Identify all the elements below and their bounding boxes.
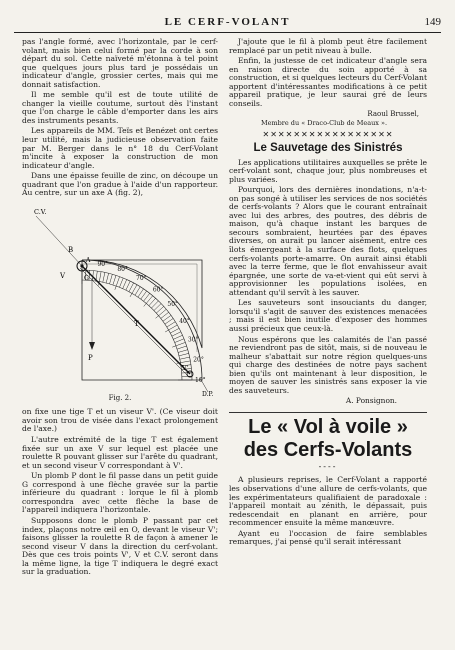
paragraph: Il me semble qu'il est de toute utilité de changer la vieille coutume, surtout dès l'instant que l'on charge le câble d'emporter dans les airs des instruments pesants. (22, 90, 218, 125)
article-title-line-2: des Cerfs-Volants (243, 438, 413, 461)
paragraph: Dans une épaisse feuille de zinc, on découpe un quadrant que l'on gradue à l'aide d'un rapporteur. Au centre, sur un axe A (fig. 2), (22, 171, 218, 198)
label-t: T (134, 319, 139, 328)
signature-block (229, 110, 427, 127)
running-header (14, 14, 441, 33)
graduation-tick (172, 342, 185, 347)
angle-indicator-drawing (22, 202, 218, 398)
graduation-tick (129, 283, 134, 292)
paragraph: J'ajoute que le fil à plomb peut être facilement remplacé par un petit niveau à bulle. (229, 37, 427, 55)
paragraph: Ayant eu l'occasion de faire semblables remarques, j'ai pensé qu'il serait intéressant (229, 528, 427, 547)
page-number: 149 (424, 16, 441, 28)
paragraph: A plusieurs reprises, le Cerf-Volant a rapporté les observations d'une allure de cerfs-volants, que les expérimentateurs qualifiaient de paradoxale : l'appareil montait au zénith, le dépassait, puis redescendait en planant en arrière, pour recommencer ensuite la même manœuvre. (229, 475, 427, 528)
graduation-tick (175, 339, 184, 343)
label-g: G (84, 274, 89, 282)
paragraph: L'autre extrémité de la tige T est également fixée sur un axe V sur lequel est placée une roulette R pouvant glisser sur l'arête du quadrant, et un second viseur V correspondant à V'. (22, 435, 218, 470)
graduation-tick (89, 270, 90, 280)
graduation-tick (163, 315, 171, 321)
graduation-tick (165, 325, 177, 332)
label-p: P (88, 353, 93, 362)
signature-affiliation: Membre du « Draco-Club de Meaux ». (260, 118, 388, 127)
graduation-tick (130, 285, 137, 297)
graduation-tick (178, 350, 188, 353)
graduation-label: 40° (179, 317, 190, 325)
paragraph: pas l'angle formé, avec l'horizontale, par le cerf-volant, mais bien celui formé par la corde à son départ du sol. Cette naïveté m'étonna à tel point que quelques jours plus tard je possédais un indicateur d'angle, grossier certes, mais qui me donnait satisfaction. (22, 37, 218, 89)
article-title-line-1: Le « Vol à voile » (248, 415, 408, 438)
graduation-tick (106, 273, 108, 283)
graduation-tick (135, 287, 140, 295)
paragraph: Les sauveteurs sont insouciants du danger, lorsqu'il s'agit de sauver des existences menacées ; mais il est bien inutile d'exposer des hommes aussi précieux que ceux-là. (229, 298, 427, 333)
left-column (22, 38, 218, 579)
graduation-tick (123, 279, 127, 288)
graduation-tick (141, 291, 147, 299)
graduation-label: 10° (195, 376, 206, 384)
graduation-tick (126, 281, 130, 290)
divider-rule (229, 412, 427, 413)
figure-caption: Fig. 2. (108, 393, 132, 402)
graduation-tick (92, 270, 93, 280)
graduation-label: 20° (193, 356, 204, 364)
graduation-label: 30° (187, 336, 199, 344)
article-author: A. Ponsignon. (345, 396, 397, 406)
right-column (229, 38, 427, 549)
paragraph: on fixe une tige T et un viseur V'. (Ce viseur doit avoir son trou de visée dans l'exact prolongement de l'axe.) (22, 407, 218, 434)
graduation-tick (172, 332, 181, 336)
graduation-tick (165, 318, 173, 324)
graduation-tick (180, 357, 190, 359)
paragraph: Pourquoi, lors des dernières inondations, n'a-t-on pas songé à utiliser les services de nos sociétés de cerfs-volants ? Alors que le courant entraînait avec lui des arbres, des poutres, des débris de maison, qu'à chaque instant les barques de secours sombraient, heurtées par des épaves diverses, on aurait pu lancer aisément, entre ces îlots émergeant à la surface des flots, quelques cerfs-volants porte-amarre. On aurait ainsi établi avec la terre ferme, que le flot envahisseur avait épargnée, une sorte de va-et-vient qui eût servi à approvisionner les populations isolées, en attendant qu'il servît à les sauver. (229, 185, 427, 297)
graduation-tick (103, 272, 105, 282)
label-dp: D.P. (202, 390, 214, 398)
paragraph: Un plomb P dont le fil passe dans un petit guide G correspond à une flèche gravée sur la partie inférieure du quadrant : lorque le fil à plomb correspondra avec cette flèche la base de l'appareil indiquera l'horizontale. (22, 471, 218, 515)
title-dashes: ---- (318, 461, 338, 471)
paragraph: Nous espérons que les calamités de l'an passé ne reviendront pas de sitôt, mais, si de nouveau le malheur s'abattait sur notre région quelques-uns qui charge des destinées de notre pays sachent bien qu'ils ont maintenant à leur disposition, le moyen de sauver les sinistrés sans exposer la vie des sauveteurs. (229, 334, 427, 395)
signature-name: Raoul Brussel, (367, 110, 419, 119)
paragraph: Les appareils de MM. Teïs et Benézet ont certes leur utilité, mais la judicieuse observation faite par M. Berger dans le n° 18 du Cerf-Volant m'incite à exposer la construction de mon indicateur d'angle. (22, 126, 218, 170)
graduation-tick (119, 278, 123, 287)
graduation-label: 60° (152, 286, 164, 294)
section-title: Le Sauvetage des Sinistrés (253, 142, 403, 155)
label-a: A (86, 256, 91, 264)
graduation-label: 80° (117, 265, 128, 273)
paragraph: Enfin, la justesse de cet indicateur d'angle sera en raison directe du soin apporté à sa construction, et si quelques lecteurs du Cerf-Volant apportent d'intéressantes modifications à ce petit appareil pratique, je leur saurai gré de leurs conseils. (229, 56, 427, 108)
figure-angle-indicator (22, 202, 218, 398)
journal-title: LE CERF-VOLANT (164, 16, 291, 28)
graduation-tick (113, 275, 116, 285)
graduation-tick (167, 322, 175, 327)
ornamental-divider: ✕✕✕✕✕✕✕✕✕✕✕✕✕✕✕✕✕ (262, 130, 394, 140)
paragraph: Les applications utilitaires auxquelles se prête le cerf-volant sont, chaque jour, plus nombreuses et plus variées. (229, 157, 427, 184)
paragraph: Supposons donc le plomb P passant par cet index, plaçons notre œil en O, devant le viseur V'; faisons glisser la roulette R de façon à amener le second viseur V dans la direction du cerf-volant. Dès que ces trois points V', V et C.V. seront dans la même ligne, la tige T indiquera le degré exact sur la graduation. (22, 515, 218, 577)
graduation-tick (177, 346, 187, 349)
graduation-label: 70° (136, 274, 147, 282)
label-v: V (60, 271, 66, 280)
label-vp: V' (182, 363, 189, 372)
graduation-label: 50° (167, 300, 179, 308)
label-cv: C.V. (34, 207, 47, 216)
graduation-tick (173, 335, 182, 339)
graduation-tick (138, 289, 144, 297)
graduation-tick (110, 274, 113, 284)
label-b: B (68, 245, 74, 254)
graduation-label: 90° (97, 260, 109, 268)
graduation-tick (115, 276, 120, 289)
graduation-tick (179, 353, 189, 355)
graduation-tick (170, 328, 179, 333)
